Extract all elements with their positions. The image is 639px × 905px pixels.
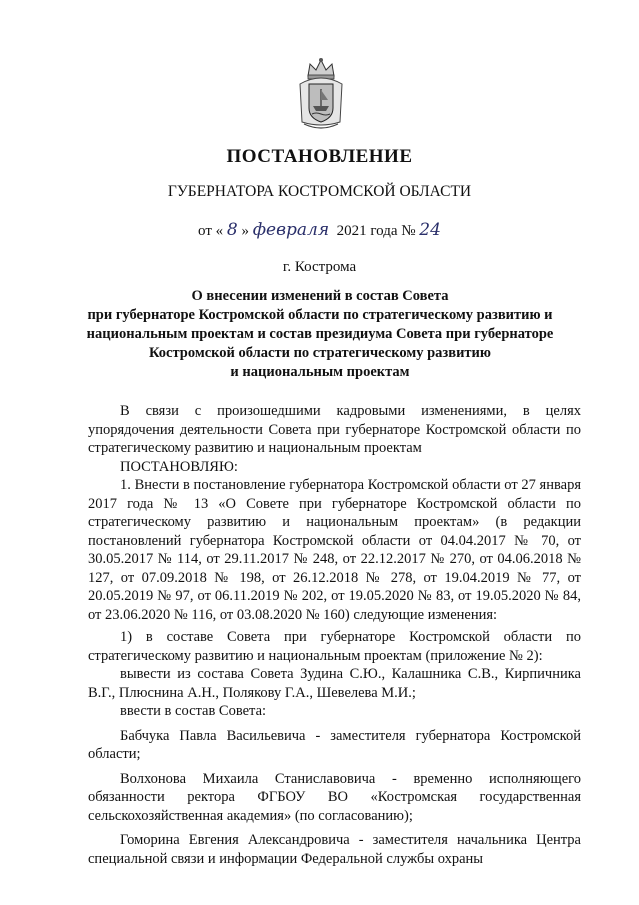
heading-line: национальным проектам и состав президиума Совета при губернаторе — [86, 326, 554, 342]
heading-line: Костромской области по стратегическому развитию — [149, 345, 491, 361]
document-number: 24 — [419, 220, 441, 240]
heading-line: при губернаторе Костромской области по стратегическому развитию и — [87, 307, 553, 323]
date-prefix: от « — [198, 223, 224, 239]
date-month: февраля — [252, 220, 330, 240]
heading-line: О внесении изменений в состав Совета — [191, 288, 449, 304]
paragraph: вывести из состава Совета Зудина С.Ю., Калашника С.В., Кирпичника В.Г., Плюснина А.Н., Полякову Г.А., Шевелева М.И.; — [88, 666, 581, 701]
heading-line: и национальным проектам — [230, 364, 410, 380]
paragraph: ввести в состав Совета: — [120, 703, 267, 719]
paragraph: 1. Внести в постановление губернатора Костромской области от 27 января 2017 года № 13 «О Совете при губернаторе Костромской области по стратегическому развитию и национальным проектам» (в редакции постановлений губернатора Костромской области от 04.04.2017 № 70, от 30.05.2017 № 114, от 29.11.2017 № 248, от 22.12.2017 № 270, от 04.06.2018 № 127, от 07.09.2018 № 198, от 26.12.2018 № 278, от 19.04.2019 № 77, от 20.05.2019 № 97, от 06.11.2019 № 202, от 19.05.2020 № 83, от 19.05.2020 № 84, от 23.06.2020 № 116, от 03.08.2020 № 160) следующие изменения: — [88, 477, 581, 623]
paragraph: ПОСТАНОВЛЯЮ: — [120, 458, 238, 475]
paragraph: Волхонова Михаила Станиславовича - временно исполняющего обязанности ректора ФГБОУ ВО «Костромская государственная сельскохозяйственная академия» (по согласованию); — [88, 770, 581, 824]
date-mid: » — [241, 223, 249, 239]
document-title: ПОСТАНОВЛЕНИЕ — [226, 146, 413, 167]
document-subtitle: ГУБЕРНАТОРА КОСТРОМСКОЙ ОБЛАСТИ — [167, 183, 472, 200]
document-heading — [80, 287, 560, 382]
date-line — [0, 220, 639, 240]
paragraph: Бабчука Павла Васильевича - заместителя губернатора Костромской области; — [88, 727, 581, 762]
date-year: 2021 года № — [336, 223, 416, 239]
coat-of-arms-icon — [296, 56, 346, 134]
paragraph: В связи с произошедшими кадровыми изменениями, в целях упорядочения деятельности Совета при губернаторе Костромской области по стратегическому развитию и национальным проектам — [88, 403, 581, 456]
city-line: г. Кострома — [282, 259, 357, 275]
paragraph: Гоморина Евгения Александровича - заместителя начальника Центра специальной связи и информации Федеральной службы охраны — [88, 832, 581, 867]
date-day: 8 — [226, 220, 238, 240]
paragraph: 1) в составе Совета при губернаторе Костромской области по стратегическому развитию и национальным проектам (приложение № 2): — [88, 629, 581, 664]
document-body — [88, 402, 581, 868]
